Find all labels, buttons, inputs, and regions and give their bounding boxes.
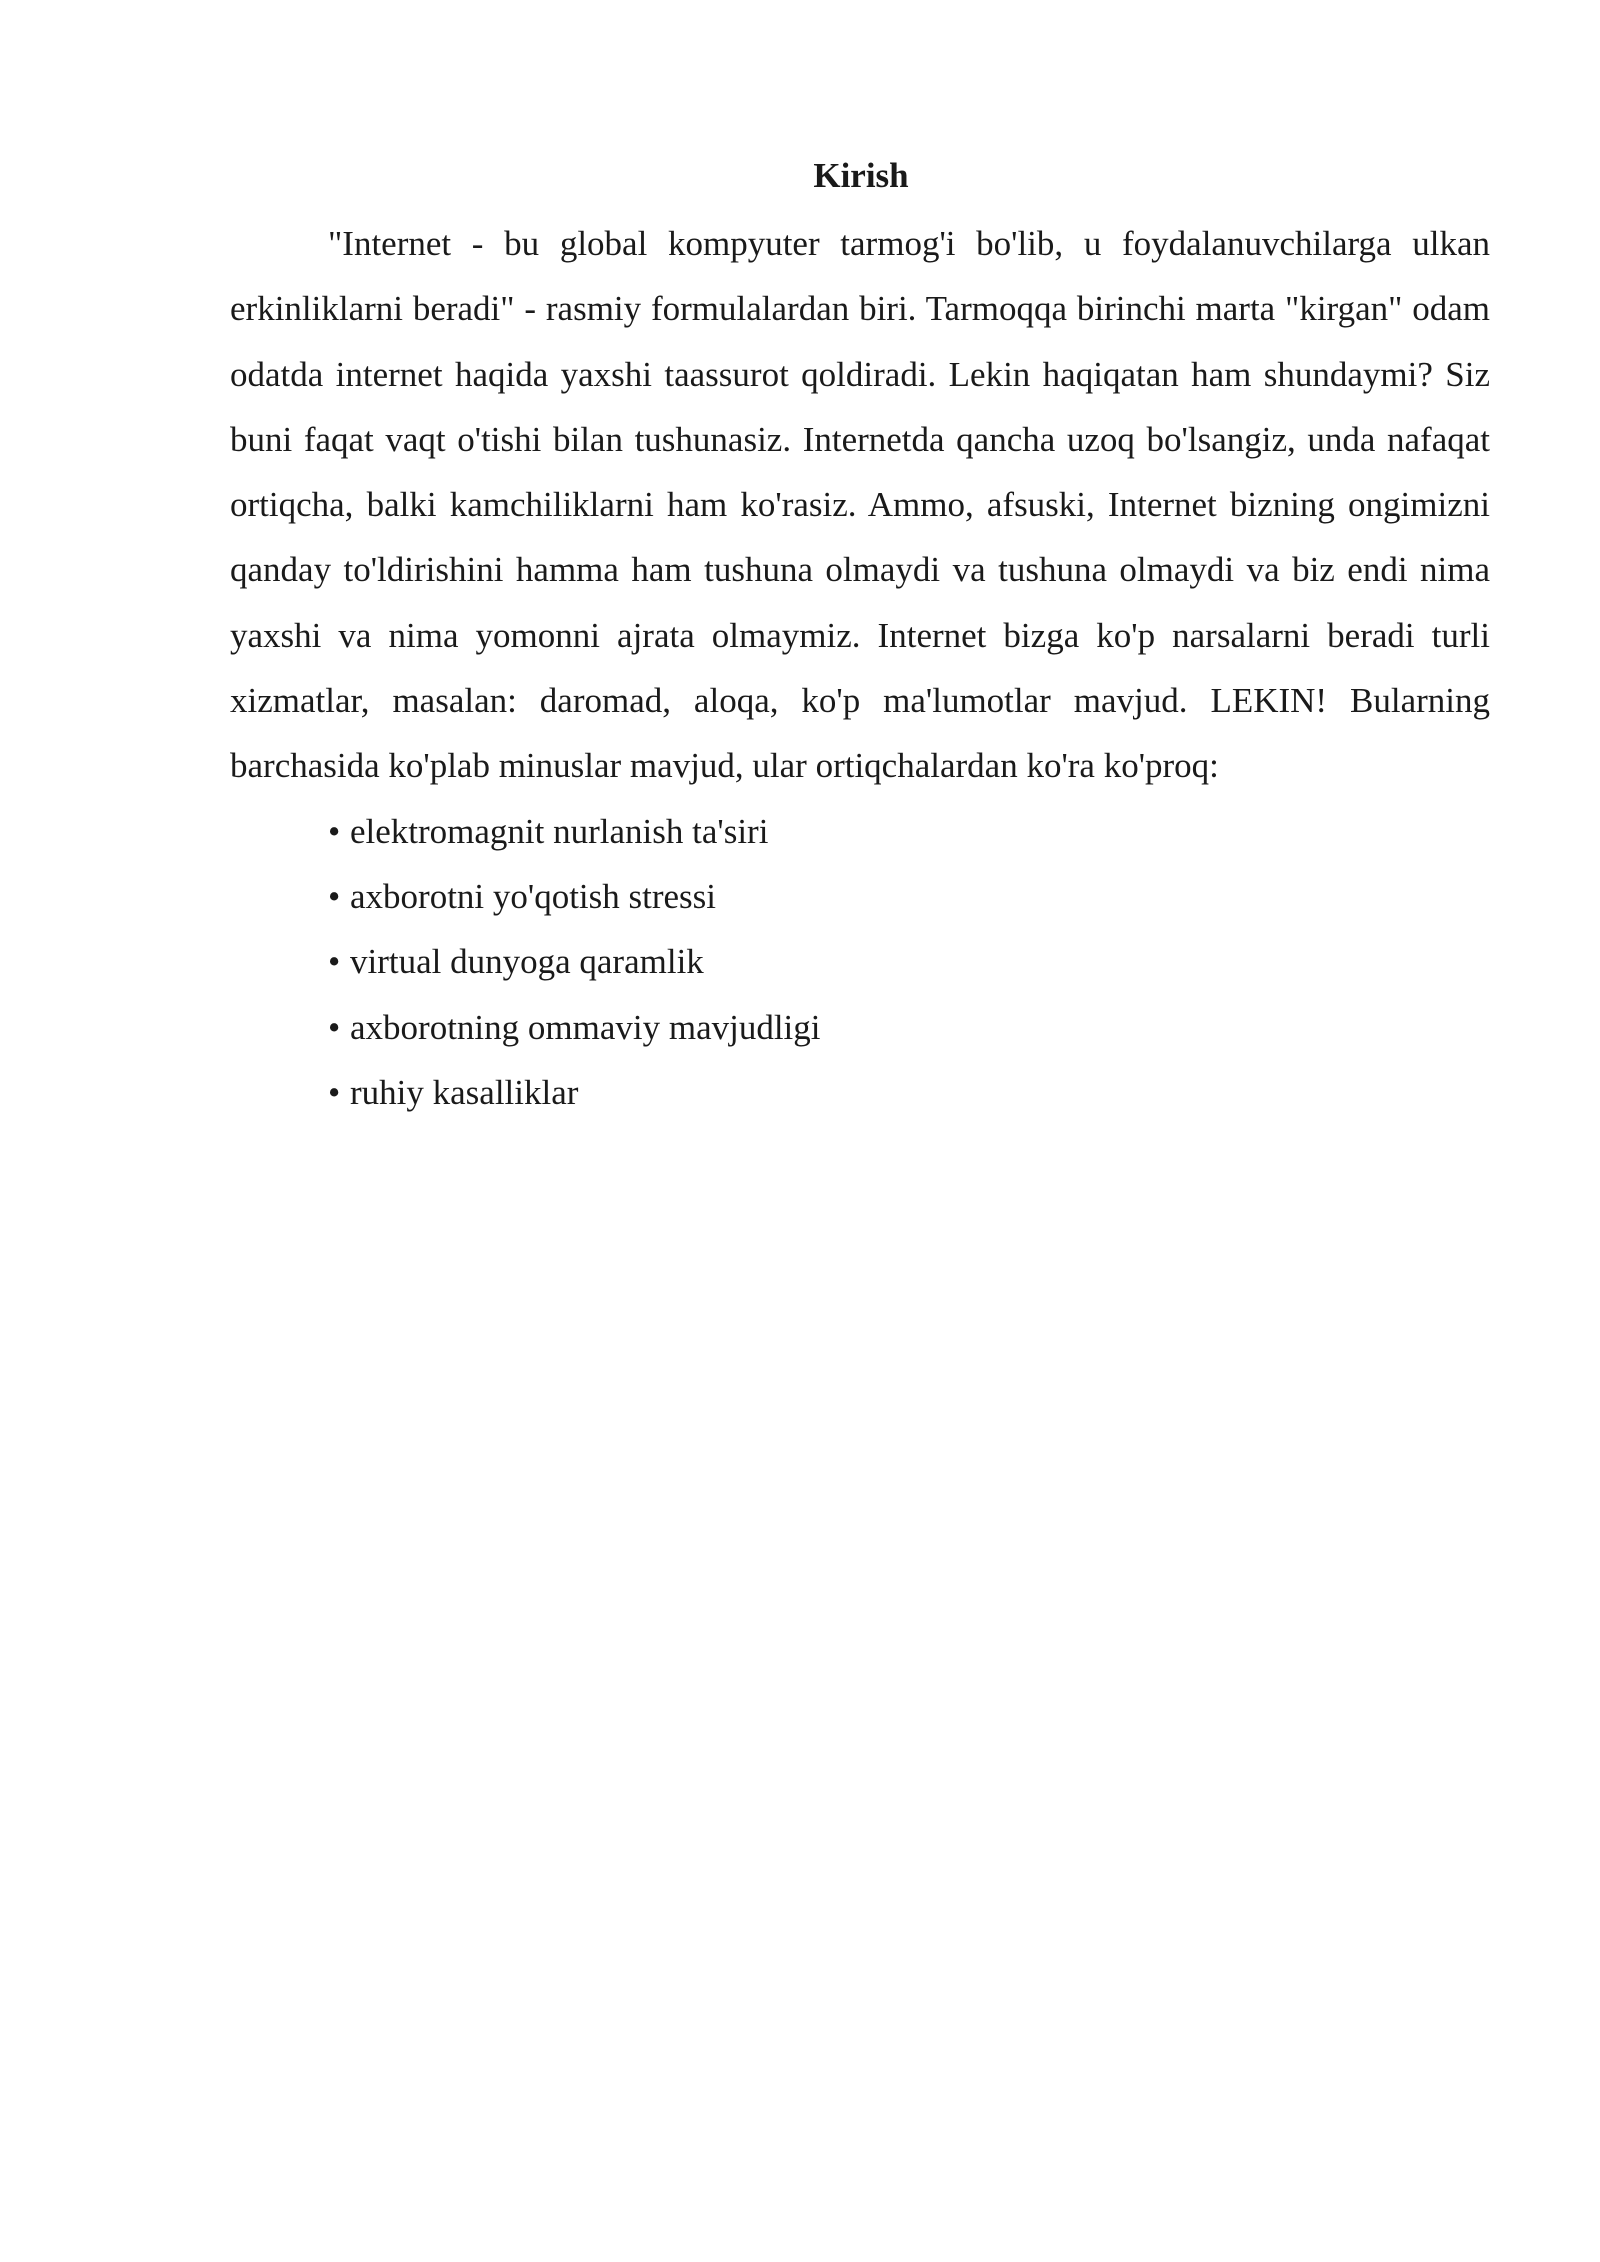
document-content	[230, 150, 1490, 1125]
bullet-icon: •	[328, 876, 341, 916]
page-title: Kirish	[813, 156, 909, 195]
list-item-text: axborotni yo'qotish stressi	[350, 876, 717, 916]
bullet-icon: •	[328, 1072, 341, 1112]
list-item	[328, 1060, 1490, 1125]
intro-paragraph: "Internet - bu global kompyuter tarmog'i bo'lib, u foydalanuvchilarga ulkan erkinliklarni beradi" - rasmiy formulalardan biri. Tarmoqqa birinchi marta "kirgan" odam odatda internet haqida yaxshi taassurot qoldiradi. Lekin haqiqatan ham shundaymi? Siz buni faqat vaqt o'tishi bilan tushunasiz. Internetda qancha uzoq bo'lsangiz, unda nafaqat ortiqcha, balki kamchiliklarni ham ko'rasiz. Ammo, afsuski, Internet bizning ongimizni qanday to'ldirishini hamma ham tushuna olmaydi va tushuna olmaydi va biz endi nima yaxshi va nima yomonni ajrata olmaymiz. Internet bizga ko'p narsalarni beradi turli xizmatlar, masalan: daromad, aloqa, ko'p ma'lumotlar mavjud. LEKIN! Bularning barchasida ko'plab minuslar mavjud, ular ortiqchalardan ko'ra ko'proq:	[230, 224, 1490, 786]
list-item-text: elektromagnit nurlanish ta'siri	[350, 811, 769, 851]
bullet-icon: •	[328, 811, 341, 851]
bullet-icon: •	[328, 942, 341, 982]
list-item-text: ruhiy kasalliklar	[350, 1072, 579, 1112]
list-item-text: virtual dunyoga qaramlik	[350, 942, 704, 982]
list-item	[328, 864, 1490, 929]
disadvantages-list	[230, 799, 1490, 1125]
list-item	[328, 929, 1490, 994]
list-item	[328, 799, 1490, 864]
list-item	[328, 995, 1490, 1060]
bullet-icon: •	[328, 1007, 341, 1047]
list-item-text: axborotning ommaviy mavjudligi	[350, 1007, 821, 1047]
